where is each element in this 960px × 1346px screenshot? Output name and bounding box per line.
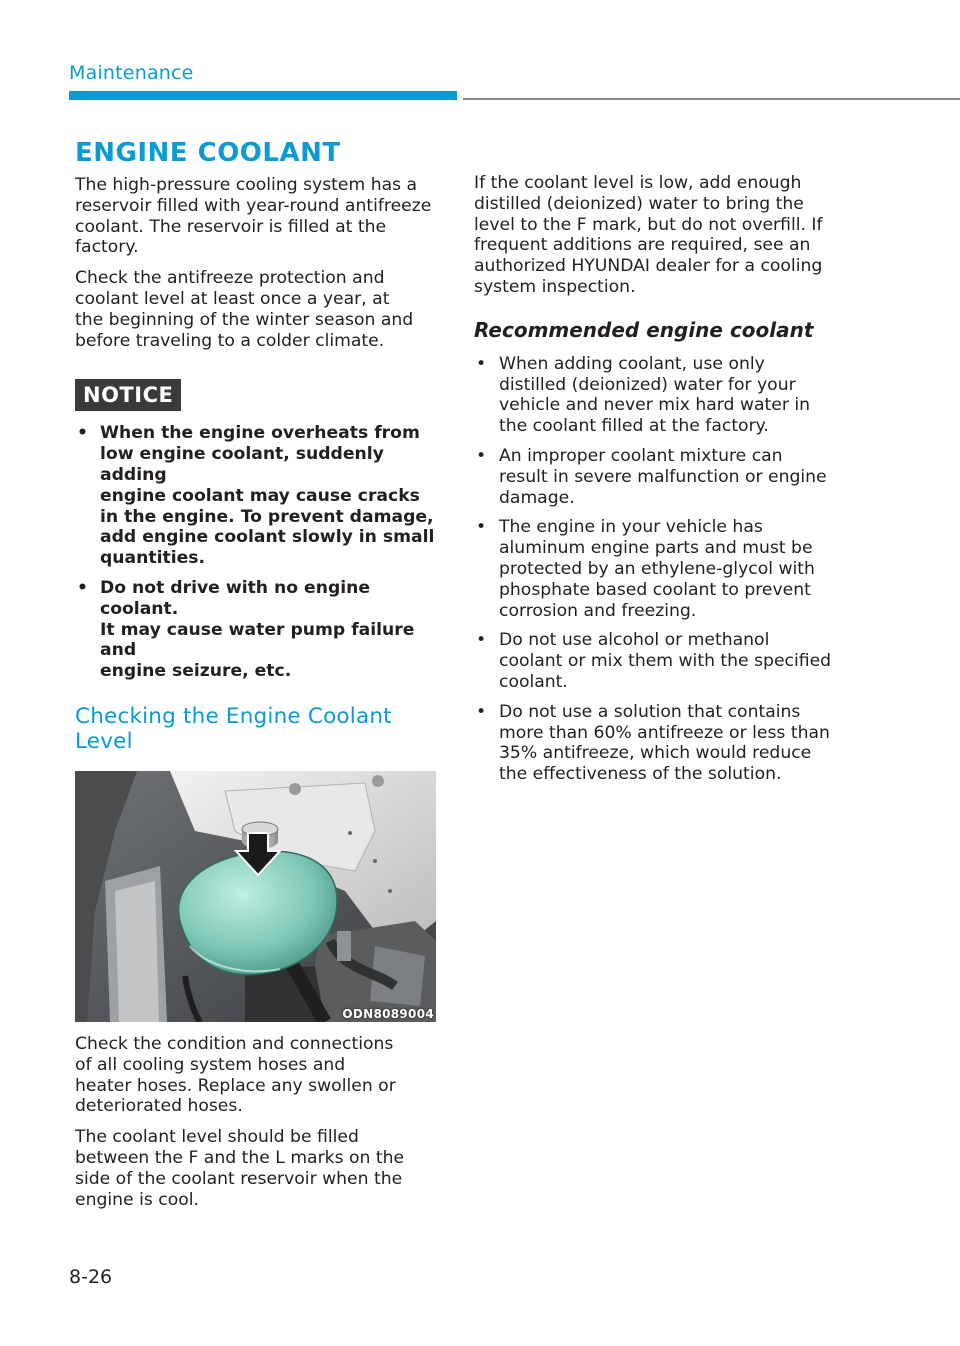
header-rule-accent	[69, 91, 457, 100]
list-item	[474, 630, 846, 692]
left-column	[75, 138, 440, 1220]
level-paragraph: The coolant level should be filled between the F and the L marks on the side of the coolant reservoir when the engine is cool.	[75, 1127, 405, 1210]
bullet-dot: •	[77, 577, 88, 598]
notice-item-text: Do not drive with no engine coolant. It may cause water pump failure and engine seizure, etc.	[100, 577, 415, 682]
recommended-coolant-heading: Recommended engine coolant	[474, 317, 814, 342]
intro-paragraph-1: The high-pressure cooling system has a reservoir filled with year-round antifreeze coolant. The reservoir is filled at the factory.	[75, 175, 432, 258]
intro-paragraph-2: Check the antifreeze protection and coolant level at least once a year, at the beginning of the winter season and before traveling to a colder climate.	[75, 268, 414, 351]
list-item-text: Do not use alcohol or methanol coolant or mix them with the specified coolant.	[499, 630, 832, 692]
engine-bay-illustration	[75, 771, 436, 1022]
bullet-dot: •	[476, 445, 487, 466]
notice-list	[75, 423, 440, 682]
list-item	[474, 354, 846, 437]
section-subheading: Checking the Engine Coolant Level	[75, 703, 392, 754]
page-number: 8-26	[69, 1266, 113, 1288]
figure-code: ODN8089004	[342, 1006, 434, 1021]
list-item-text: An improper coolant mixture can result in severe malfunction or engine damage.	[499, 445, 827, 508]
right-column	[474, 173, 846, 794]
notice-item	[75, 578, 440, 682]
notice-item	[75, 423, 440, 569]
notice-badge: NOTICE	[75, 379, 181, 411]
recommended-list	[474, 354, 846, 785]
section-title: Maintenance	[69, 62, 194, 84]
notice-item-text: When the engine overheats from low engine coolant, suddenly adding engine coolant may cause cracks in the engine. To prevent damage, add engine coolant slowly in small quantities.	[100, 423, 435, 569]
list-item	[474, 446, 846, 508]
hoses-paragraph: Check the condition and connections of all cooling system hoses and heater hoses. Replace any swollen or deteriorated hoses.	[75, 1033, 396, 1117]
bullet-dot: •	[476, 630, 487, 651]
bullet-dot: •	[476, 353, 487, 374]
bullet-dot: •	[476, 701, 487, 722]
page-heading: ENGINE COOLANT	[75, 138, 341, 168]
coolant-reservoir-figure	[75, 771, 436, 1022]
bullet-dot: •	[77, 423, 88, 444]
low-level-paragraph: If the coolant level is low, add enough distilled (deionized) water to bring the level to the F mark, but do not overfill. If frequent additions are required, see an authorized HYUNDAI dealer for a cooling system inspection.	[474, 173, 823, 297]
list-item	[474, 702, 846, 785]
list-item-text: Do not use a solution that contains more than 60% antifreeze or less than 35% antifreeze, which would reduce the effectiveness of the solution.	[499, 701, 830, 785]
list-item-text: When adding coolant, use only distilled (deionized) water for your vehicle and never mix hard water in the coolant filled at the factory.	[499, 353, 811, 437]
bullet-dot: •	[476, 517, 487, 538]
list-item	[474, 517, 846, 621]
list-item-text: The engine in your vehicle has aluminum engine parts and must be protected by an ethylene-glycol with phosphate based coolant to prevent corrosion and freezing.	[499, 517, 815, 621]
header-rule-gray	[463, 98, 960, 100]
